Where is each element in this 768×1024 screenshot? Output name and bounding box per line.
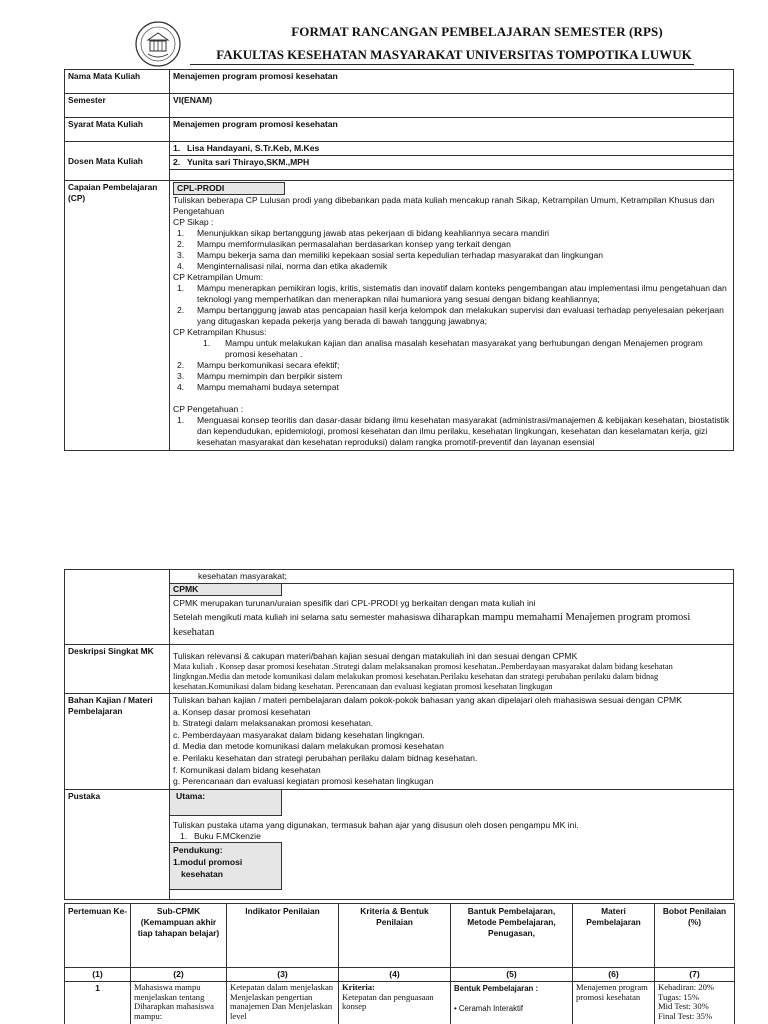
pustaka-label: Pustaka <box>65 789 170 899</box>
dosen-empty-row <box>170 170 734 181</box>
table-row <box>65 982 735 1024</box>
col-header-materi: Materi Pembelajaran <box>573 904 655 968</box>
col-header-pertemuan: Pertemuan Ke- <box>65 904 131 968</box>
bobot-cell: Kehadiran: 20% Tugas: 15% Mid Test: 30% Final Test: 35% <box>655 982 735 1024</box>
list-item: • Ceramah Interaktif <box>454 1004 524 1013</box>
kriteria-cell: Kriteria: Ketepatan dan penguasaan konsep <box>339 982 451 1024</box>
cp-sikap-list <box>173 228 730 272</box>
list-item: b. Strategi dalam melaksanakan promosi kesehatan. <box>173 718 374 729</box>
pustaka-intro: Tuliskan pustaka utama yang digunakan, termasuk bahan ajar yang disusun oleh dosen pengampu MK ini. <box>173 819 579 830</box>
deskripsi-line1: Tuliskan relevansi & cakupan materi/bahan kajian sesuai dengan matakuliah ini dan sesuai dengan CPMK <box>173 651 578 661</box>
col-number: (6) <box>573 968 655 982</box>
rps-detail-table <box>64 569 734 900</box>
document-header <box>134 20 694 66</box>
list-item: d. Media dan metode komunikasi dalam melakukan promosi kesehatan <box>173 741 444 752</box>
col-number: (4) <box>339 968 451 982</box>
cp-pengetahuan-list <box>173 415 730 448</box>
university-seal-icon <box>134 20 182 68</box>
semester-label: Semester <box>65 94 170 118</box>
list-item: 4. Menginternalisasi nilai, norma dan etika akademik <box>177 261 388 271</box>
bahan-content <box>170 694 734 790</box>
cp-sikap-title: CP Sikap : <box>173 217 214 227</box>
col-header-indikator: Indikator Penilaian <box>227 904 339 968</box>
cp-umum-list <box>173 283 730 327</box>
cpmk-label-cell <box>65 570 170 645</box>
list-item: 1. Mampu untuk melakukan kajian dan analisa masalah kesehatan masyarakat yang berhubungan dengan Menajemen program promosi kesehatan . <box>203 338 703 359</box>
list-item: 2. Mampu berkomunikasi secara efektif; <box>177 360 340 370</box>
col-header-bentuk: Bantuk Pembelajaran, Metode Pembelajaran, Penugasan, <box>451 904 573 968</box>
list-item: 1. Menunjukkan sikap bertanggung jawab atas pekerjaan di bidang keahliannya secara mandiri <box>177 228 550 238</box>
syarat-label: Syarat Mata Kuliah <box>65 118 170 142</box>
header-divider <box>190 64 694 65</box>
bahan-label: Bahan Kajian / Materi Pembelajaran <box>65 694 170 790</box>
cpmk-content <box>170 570 734 645</box>
cpl-prodi-box: CPL-PRODI <box>173 182 285 195</box>
pustaka-utama-item: 1. Buku F.MCkenzie <box>180 830 261 841</box>
deskripsi-body: Mata kuliah . Konsep dasar promosi kesehatan .Strategi dalam melaksanakan promosi kesehatan..Pemberdayaan masyarakat dalam bidang kesehatan lingkngan.Media dan metode komunikasi dalam melakukan promosi kesehatan.Perilaku kesehatan dan strategi perubahan perilaku dalam bidnag kesehatan.Komunikasi dalam bidang kesehatan. Perencanaan dan evaluasi kegiatan promosi kesehatan lingkugan <box>173 662 673 691</box>
cpmk-line1: CPMK merupakan turunan/uraian spesifik dari CPL-PRODI yg berkaitan dengan mata kuliah ini <box>173 598 536 608</box>
list-item: f. Komunikasi dalam bidang kesehatan <box>173 764 321 775</box>
semester-value: VI(ENAM) <box>170 94 734 118</box>
document-title: FORMAT RANCANGAN PEMBELAJARAN SEMESTER (RPS) <box>291 24 663 39</box>
pustaka-pendukung-box: Pendukung: 1.modul promosi kesehatan <box>170 842 282 890</box>
cp-label: Capaian Pembelajaran (CP) <box>65 181 170 451</box>
cpmk-line2: Setelah mengikuti mata kuliah ini selama satu semester mahasiswa diharapkan mampu memahami Menajemen program promosi kesehatan <box>173 612 691 638</box>
dosen-1: 1. Lisa Handayani, S.Tr.Keb, M.Kes <box>170 142 734 156</box>
syarat-value: Menajemen program promosi kesehatan <box>170 118 734 142</box>
list-item: 2. Mampu memformulasikan permasalahan berdasarkan konsep yang terkait dengan <box>177 239 511 249</box>
nama-label: Nama Mata Kuliah <box>65 70 170 94</box>
weekly-plan-table <box>64 903 735 1024</box>
bentuk-cell: Bentuk Pembelajaran : • Ceramah Interaktif <box>451 982 573 1024</box>
cp-content <box>170 181 734 451</box>
col-header-kriteria: Kriteria & Bentuk Penilaian <box>339 904 451 968</box>
cp-pengetahuan-cont: kesehatan masyarakat; <box>198 571 287 581</box>
cp-umum-title: CP Ketrampilan Umum: <box>173 272 264 282</box>
dosen-label: Dosen Mata Kuliah <box>65 142 170 181</box>
rps-info-table <box>64 69 734 451</box>
cp-khusus-list <box>173 360 730 393</box>
list-item: e. Perilaku kesehatan dan strategi perubahan perilaku dalam bidnag kesehatan. <box>173 752 478 763</box>
sub-cpmk-cell: Mahasiswa mampu menjelaskan tentang Diharapkan mahasiswa mampu: <box>131 982 227 1024</box>
col-number: (1) <box>65 968 131 982</box>
list-item: 2. Mampu bertanggung jawab atas pencapaian hasil kerja kelompok dan melakukan supervisi dan evaluasi terhadap penyelesaian pekerjaan yang ditugaskan kepada pekerja yang berada di bawah tanggung jawabnya; <box>177 305 724 326</box>
cp-intro: Tuliskan beberapa CP Lulusan prodi yang dibebankan pada mata kuliah mencakup ranah Sikap, Ketrampilan Umum, Ketrampilan Khusus dan Pengetahuan <box>173 195 715 216</box>
dosen-2: 2. Yunita sari Thirayo,SKM.,MPH <box>170 156 734 170</box>
deskripsi-label: Deskripsi Singkat MK <box>65 645 170 694</box>
list-item: 1. Menguasai konsep teoritis dan dasar-dasar bidang ilmu kesehatan masyarakat (administrasi/manajemen & kebijakan kesehatan, biostatistik dan kependudukan, epidemiologi, promosi kesehatan dan ilmu perilaku, kesehatan lingkungan, kesehatan dan keselamatan kerja, gizi kesehatan masyarakat dan kesehatan reproduksi) dalam rangka promotif-preventif dan layanan esensial <box>177 415 730 447</box>
cp-pengetahuan-title: CP Pengetahuan : <box>173 404 244 414</box>
list-item: 3. Mampu bekerja sama dan memiliki kepekaan sosial serta kepedulian terhadap masyarakat dan lingkungan <box>177 250 604 260</box>
cp-khusus-first <box>173 338 730 360</box>
col-number: (7) <box>655 968 735 982</box>
faculty-title: FAKULTAS KESEHATAN MASYARAKAT UNIVERSITAS TOMPOTIKA LUWUK <box>216 47 692 62</box>
list-item: a. Konsep dasar promosi kesehatan <box>173 706 311 717</box>
pertemuan-no: 1 <box>65 982 131 1024</box>
nama-value: Menajemen program promosi kesehatan <box>170 70 734 94</box>
col-header-sub-cpmk: Sub-CPMK (Kemampuan akhir tiap tahapan belajar) <box>131 904 227 968</box>
cpmk-box: CPMK <box>170 584 282 596</box>
col-number: (3) <box>227 968 339 982</box>
indikator-cell: Ketepatan dalam menjelaskan Menjelaskan pengertian manajemen Dan Menjelaskan level <box>227 982 339 1024</box>
list-item: 3. Mampu memimpin dan berpikir sistem <box>177 371 343 381</box>
list-item: c. Pemberdayaan masyarakat dalam bidang kesehatan lingkngan. <box>173 729 425 740</box>
col-header-bobot: Bobot Penilaian (%) <box>655 904 735 968</box>
cp-khusus-title: CP Ketrampilan Khusus: <box>173 327 267 337</box>
col-number: (2) <box>131 968 227 982</box>
col-number: (5) <box>451 968 573 982</box>
list-item: 4. Mampu memahami budaya setempat <box>177 382 339 392</box>
deskripsi-content <box>170 645 734 694</box>
list-item: 1. Mampu menerapkan pemikiran logis, kritis, sistematis dan inovatif dalam konteks pengembangan atau implementasi ilmu pengetahuan dan teknologi yang memperhatikan dan menerapkan nilai humaniora yang sesuai dengan bidang keahliannya; <box>177 283 727 304</box>
pustaka-content <box>170 789 734 899</box>
bahan-intro: Tuliskan bahan kajian / materi pembelajaran dalam pokok-pokok bahasan yang akan dipelajari oleh mahasiswa sesuai dengan CPMK <box>173 695 682 705</box>
materi-cell: Menajemen program promosi kesehatan <box>573 982 655 1024</box>
pustaka-utama-box: Utama: <box>170 790 282 816</box>
list-item: g. Perencanaan dan evaluasi kegiatan promosi kesehatan lingkugan <box>173 776 434 787</box>
